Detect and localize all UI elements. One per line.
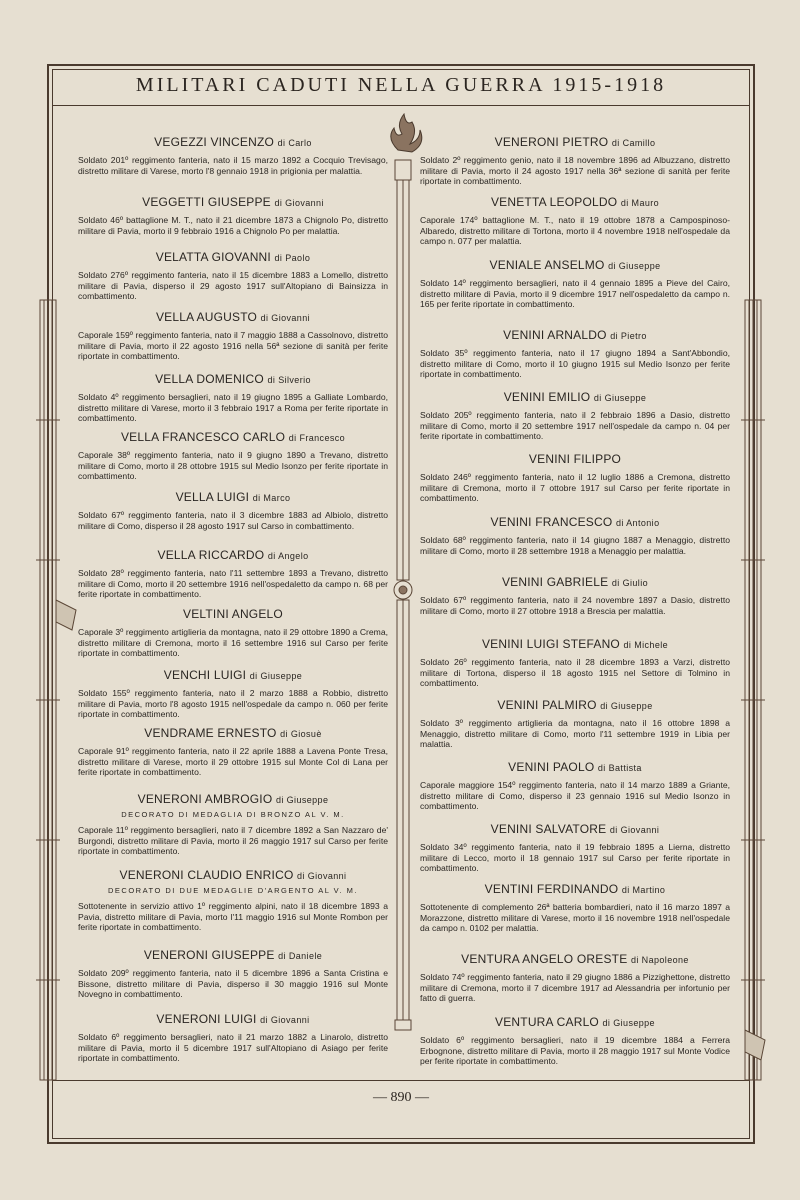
entry-name: VENINI PALMIRO di Giuseppe <box>497 698 653 712</box>
entry-name: VENINI ARNALDO di Pietro <box>503 328 647 342</box>
entry-card <box>78 490 388 531</box>
entry-description: Caporale 11º reggimento bersaglieri, nato il 7 dicembre 1892 a San Nazzaro de' Burgondi, distretto militare di Pavia, morto il 26 maggio 1917 sul Carso per ferite riportate in combattimento. <box>78 825 388 857</box>
entry-description: Soldato 205º reggimento fanteria, nato il 2 febbraio 1896 a Dasio, distretto militare di Como, morto il 20 settembre 1917 nell'ospedale da campo n. 04 per ferite riportate in combattimento. <box>420 410 730 442</box>
entry-description: Soldato 67º reggimento fanteria, nato il 24 novembre 1897 a Dasio, distretto militare di Como, morto il 27 ottobre 1918 a Brescia per malattia. <box>420 595 730 616</box>
entry-description: Soldato 68º reggimento fanteria, nato il 14 giugno 1887 a Menaggio, distretto militare di Como, morto il 28 settembre 1918 a Menaggio per malattia. <box>420 535 730 556</box>
entry-name: VENIALE ANSELMO di Giuseppe <box>489 258 661 272</box>
entry-card <box>78 792 388 857</box>
entry-name: VENERONI AMBROGIO di Giuseppe <box>137 792 329 806</box>
entry-name: VELLA DOMENICO di Silverio <box>155 372 311 386</box>
entry-card <box>420 952 730 1004</box>
entry-card <box>420 882 730 934</box>
entry-card <box>78 726 388 778</box>
entry-card <box>420 515 730 556</box>
entry-name: VENDRAME ERNESTO di Giosuè <box>144 726 322 740</box>
entry-description: Soldato 74º reggimento fanteria, nato il 29 giugno 1886 a Pizzighettone, distretto militare di Cremona, morto il 7 dicembre 1917 ad Alessandria per infortunio per fatto di guerra. <box>420 972 730 1004</box>
entry-name: VENINI SALVATORE di Giovanni <box>490 822 660 836</box>
entry-name: VENINI EMILIO di Giuseppe <box>503 390 647 404</box>
entry-card <box>78 548 388 600</box>
entry-description: Caporale 38º reggimento fanteria, nato il 9 giugno 1890 a Trevano, distretto militare di Como, morto il 28 ottobre 1915 sul Medio Isonzo per ferite riportate in combattimento. <box>78 450 388 482</box>
entry-card <box>420 452 730 504</box>
entry-card <box>78 868 388 933</box>
entry-card <box>420 637 730 689</box>
entry-name: VENCHI LUIGI di Giuseppe <box>163 668 303 682</box>
entry-card <box>420 135 730 187</box>
entry-card <box>420 390 730 442</box>
entry-description: Soldato 155º reggimento fanteria, nato il 2 marzo 1888 a Robbio, distretto militare di Pavia, morto l'8 agosto 1915 nell'ospedale da campo n. 060 per ferite riportate in combattimento. <box>78 688 388 720</box>
entry-name: VENERONI GIUSEPPE di Daniele <box>143 948 323 962</box>
entry-description: Caporale 174º battaglione M. T., nato il 19 ottobre 1878 a Campospinoso-Albaredo, distretto militare di Tortona, morto il 4 novembre 1918 nell'ospedale da campo n. 077 per malattia. <box>420 215 730 247</box>
entry-name: VELATTA GIOVANNI di Paolo <box>155 250 311 264</box>
entry-card <box>78 135 388 176</box>
entry-name: VENTURA ANGELO ORESTE di Napoleone <box>461 952 689 966</box>
entry-description: Caporale maggiore 154º reggimento fanteria, nato il 14 marzo 1889 a Griante, distretto militare di Como, disperso il 23 gennaio 1916 sul Medio Isonzo in combattimento. <box>420 780 730 812</box>
entry-description: Soldato 28º reggimento fanteria, nato l'11 settembre 1893 a Trevano, distretto militare di Como, morto il 20 settembre 1916 nell'ospedaletto da campo n. 68 per ferite riportate in combattimento. <box>78 568 388 600</box>
entry-card <box>78 195 388 236</box>
entry-card <box>78 607 388 659</box>
entry-card <box>420 258 730 310</box>
entry-name: VELTINI ANGELO <box>183 607 283 621</box>
entry-description: Soldato 34º reggimento fanteria, nato il 19 febbraio 1895 a Lierna, distretto militare di Lecco, morto il 18 gennaio 1917 sul Carso per ferite riportate in combattimento. <box>420 842 730 874</box>
entry-name: VENERONI LUIGI di Giovanni <box>156 1012 310 1026</box>
entry-name: VELLA LUIGI di Marco <box>175 490 291 504</box>
entry-description: Sottotenente in servizio attivo 1º reggimento alpini, nato il 18 dicembre 1893 a Pavia, distretto militare di Pavia, morto l'11 maggio 1916 sul Monte Rombon per ferite riportate in combattimento. <box>78 901 388 933</box>
entry-description: Sottotenente di complemento 26ª batteria bombardieri, nato il 16 marzo 1897 a Morazzone, distretto militare di Varese, morto il 16 novembre 1918 nell'ospedale da campo n. 0102 per malattia. <box>420 902 730 934</box>
entry-card <box>78 310 388 362</box>
entry-name: VEGEZZI VINCENZO di Carlo <box>154 135 312 149</box>
entry-name: VENERONI CLAUDIO ENRICO di Giovanni <box>119 868 347 882</box>
entry-description: Soldato 35º reggimento fanteria, nato il 17 giugno 1894 a Sant'Abbondio, distretto militare di Como, morto il 10 giugno 1915 sul Medio Isonzo per ferite riportate in combattimento. <box>420 348 730 380</box>
entry-name: VELLA AUGUSTO di Giovanni <box>155 310 311 324</box>
entry-description: Soldato 46º battaglione M. T., nato il 21 dicembre 1873 a Chignolo Po, distretto militare di Pavia, morto il 9 febbraio 1916 a Chignolo Po per malattia. <box>78 215 388 236</box>
entry-name: VENINI PAOLO di Battista <box>508 760 642 774</box>
entry-description: Soldato 209º reggimento fanteria, nato il 5 dicembre 1896 a Santa Cristina e Bissone, distretto militare di Pavia, disperso il 30 maggio 1916 sul Monte Novegno in combattimento. <box>78 968 388 1000</box>
page-number: — 890 — <box>373 1090 429 1105</box>
entry-description: Soldato 26º reggimento fanteria, nato il 28 dicembre 1893 a Varzi, distretto militare di Tortona, disperso il 18 agosto 1915 nel Settore di Tolmino in combattimento. <box>420 657 730 689</box>
entry-decoration: DECORATO DI DUE MEDAGLIE D'ARGENTO AL V. M. <box>107 886 358 895</box>
entry-card <box>420 195 730 247</box>
entry-description: Caporale 3º reggimento artiglieria da montagna, nato il 29 ottobre 1890 a Crema, distretto militare di Cremona, morto il 16 settembre 1916 sul Carso per ferite riportate in combattimento. <box>78 627 388 659</box>
entry-description: Soldato 276º reggimento fanteria, nato il 15 dicembre 1883 a Lomello, distretto militare di Pavia, disperso il 29 agosto 1917 sull'Altopiano di Bainsizza in combattimento. <box>78 270 388 302</box>
entry-description: Soldato 6º reggimento bersaglieri, nato il 21 marzo 1882 a Linarolo, distretto militare di Pavia, morto il 5 dicembre 1917 sull'Altopiano di Asiago per ferite riportate in combattimento. <box>78 1032 388 1064</box>
entry-name: VELLA RICCARDO di Angelo <box>157 548 309 562</box>
entry-decoration: DECORATO DI MEDAGLIA DI BRONZO AL V. M. <box>121 810 345 819</box>
entry-card <box>420 760 730 812</box>
entry-description: Soldato 67º reggimento fanteria, nato il 3 dicembre 1883 ad Albiolo, distretto militare di Como, disperso il 28 agosto 1917 sul Carso in combattimento. <box>78 510 388 531</box>
entry-card <box>420 328 730 380</box>
entry-description: Soldato 201º reggimento fanteria, nato il 15 marzo 1892 a Cocquio Trevisago, distretto militare di Varese, morto l'8 gennaio 1918 in prigionia per malattia. <box>78 155 388 176</box>
entry-card <box>420 698 730 750</box>
entry-card <box>420 575 730 616</box>
entry-description: Caporale 91º reggimento fanteria, nato il 22 aprile 1888 a Lavena Ponte Tresa, distretto militare di Varese, morto il 29 ottobre 1915 sul Monte Col di Lana per ferite riportate in combattimento. <box>78 746 388 778</box>
entry-card <box>78 372 388 424</box>
entry-name: VENINI FRANCESCO di Antonio <box>490 515 660 529</box>
entry-card <box>78 948 388 1000</box>
entry-name: VENTINI FERDINANDO di Martino <box>484 882 666 896</box>
entry-description: Soldato 4º reggimento bersaglieri, nato il 19 giugno 1895 a Galliate Lombardo, distretto militare di Varese, morto il 3 febbraio 1917 a Roma per ferite riportate in combattimento. <box>78 392 388 424</box>
entry-name: VENINI LUIGI STEFANO di Michele <box>481 637 669 651</box>
entry-name: VENETTA LEOPOLDO di Mauro <box>490 195 660 209</box>
entry-name: VEGGETTI GIUSEPPE di Giovanni <box>142 195 324 209</box>
entry-name: VELLA FRANCESCO CARLO di Francesco <box>120 430 346 444</box>
entry-name: VENTURA CARLO di Giuseppe <box>495 1015 655 1029</box>
entry-description: Caporale 159º reggimento fanteria, nato il 7 maggio 1888 a Cassolnovo, distretto militare di Pavia, morto il 22 agosto 1916 nella 56ª sezione di sanità per ferite riportate in combattimento. <box>78 330 388 362</box>
entry-description: Soldato 6º reggimento bersaglieri, nato il 19 dicembre 1884 a Ferrera Erbognone, distretto militare di Pavia, morto il 28 maggio 1917 sul Monte Vodice per ferite riportate in combattimento. <box>420 1035 730 1067</box>
entry-card <box>420 822 730 874</box>
entry-description: Soldato 14º reggimento bersaglieri, nato il 4 gennaio 1895 a Pieve del Cairo, distretto militare di Pavia, morto il 9 dicembre 1917 nell'ospedaletto da campo n. 165 per ferite riportate in combattimento. <box>420 278 730 310</box>
entry-description: Soldato 246º reggimento fanteria, nato il 12 luglio 1886 a Cremona, distretto militare di Cremona, morto il 7 ottobre 1917 sul Carso per ferite riportate in combattimento. <box>420 472 730 504</box>
entry-card <box>78 668 388 720</box>
entry-name: VENINI FILIPPO <box>528 452 622 466</box>
page-title: MILITARI CADUTI NELLA GUERRA 1915-1918 <box>135 74 667 96</box>
entry-description: Soldato 3º reggimento artiglieria da montagna, nato il 16 ottobre 1898 a Menaggio, distretto militare di Como, morto l'11 settembre 1919 in Libia per malattia. <box>420 718 730 750</box>
entry-card <box>78 1012 388 1064</box>
entry-description: Soldato 2º reggimento genio, nato il 18 novembre 1896 ad Albuzzano, distretto militare di Pavia, morto il 24 agosto 1917 nella 36ª sezione di sanità per ferite riportate in combattimento. <box>420 155 730 187</box>
entry-card <box>78 250 388 302</box>
entry-name: VENINI GABRIELE di Giulio <box>501 575 649 589</box>
entry-card <box>78 430 388 482</box>
entry-name: VENERONI PIETRO di Camillo <box>494 135 656 149</box>
entry-card <box>420 1015 730 1067</box>
